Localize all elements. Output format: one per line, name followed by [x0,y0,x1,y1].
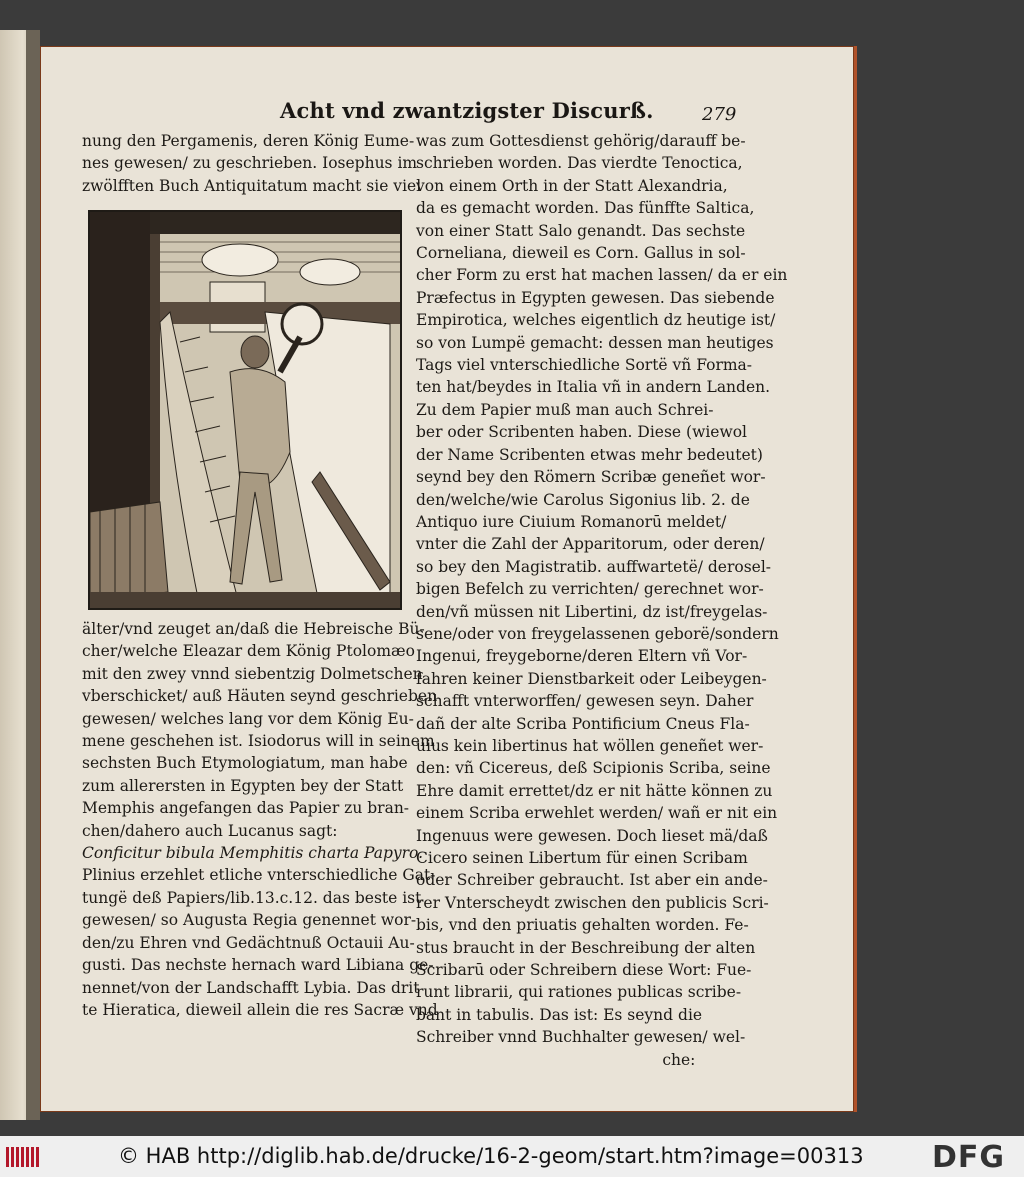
text-line: Ingenui, freygeborne/deren Eltern vñ Vor- [416,647,748,666]
text-line: Schreiber vnnd Buchhalter gewesen/ wel- [416,1028,746,1047]
text-line: schafft vnterworffen/ gewesen seyn. Daher [416,692,754,711]
text-line: zwölfften Buch Antiquitatum macht sie viel [82,176,422,195]
text-line: chen/dahero auch Lucanus sagt: [82,821,338,840]
text-line: rer Vnterscheydt zwischen den publicis Scri- [416,893,769,912]
text-line: der Name Scribenten etwas mehr bedeutet) [416,445,763,464]
text-line: den: vñ Cicereus, deß Scipionis Scriba, seine [416,759,771,778]
text-line: den/welche/wie Carolus Sigonius lib. 2. de [416,490,750,509]
text-line: Scribarū oder Schreibern diese Wort: Fue- [416,961,752,980]
text-line: Cicero seinen Libertum für einen Scribam [416,849,748,867]
text-line: sechsten Buch Etymologiatum, man habe [82,754,408,773]
text-line: gusti. Das nechste hernach ward Libiana ge- [82,956,434,975]
text-line: dañ der alte Scriba Pontificium Cneus Fla- [416,714,750,733]
text-line: bigen Befelch zu verrichten/ gerechnet wor- [416,580,764,599]
text-line: bis, vnd den priuatis gehalten worden. Fe- [416,916,749,935]
book-page [40,46,857,1112]
text-line: cher Form zu erst hat machen lassen/ da er ein [416,266,788,285]
text-line: einem Scriba erwehlet werden/ wañ er nit ein [416,804,778,823]
text-line: vnter die Zahl der Apparitorum, oder deren/ [416,535,765,554]
text-line: Corneliana, dieweil es Corn. Gallus in sol- [416,244,746,263]
text-line: älter/vnd zeuget an/daß die Hebreische Bü- [82,620,425,638]
text-line: Empirotica, welches eigentlich dz heutige ist/ [416,311,776,330]
book-gutter [26,30,40,1120]
text-line: Zu dem Papier muß man auch Schrei- [416,400,714,419]
text-line: mene geschehen ist. Isiodorus will in seinem [82,732,435,751]
text-line: cher/welche Eleazar dem König Ptolomæo [82,642,415,661]
text-line: sene/oder von freygelassenen geborë/sondern [416,624,779,643]
text-line: Ehre damit errettet/dz er nit hätte können zu [416,781,773,800]
text-line: vberschicket/ auß Häuten seynd geschrieben [82,687,438,706]
text-line: ber oder Scribenten haben. Diese (wiewol [416,423,748,442]
text-line: den/zu Ehren vnd Gedächtnuß Octauii Au- [82,933,415,952]
text-line: von einem Orth in der Statt Alexandria, [416,176,728,195]
text-line: stus braucht in der Beschreibung der alten [416,938,756,957]
text-line: so von Lumpë gemacht: dessen man heutiges [416,333,774,352]
text-line: schrieben worden. Das vierdte Tenoctica, [416,154,743,173]
dfg-logo: DFG [932,1140,1006,1175]
woodcut-illustration [88,210,402,610]
hab-logo-icon [4,1144,44,1170]
quote-line: Conficitur bibula Memphitis charta Papyro. [82,844,424,863]
text-line: Plinius erzehlet etliche vnterschiedliche Gat- [82,866,436,885]
text-line: den/vñ müssen nit Libertini, dz ist/freygelas- [416,602,768,621]
running-header: Acht vnd zwantzigster Discurß. [280,98,654,123]
text-line: nes gewesen/ zu geschrieben. Iosephus im [82,154,418,173]
text-line: Tags viel vnterschiedliche Sortë vñ Forma- [416,356,753,375]
copyright-url[interactable]: © HAB http://diglib.hab.de/drucke/16-2-geom/start.htm?image=00313 [118,1144,864,1168]
text-line: Memphis angefangen das Papier zu bran- [82,799,410,818]
text-line: runt librarii, qui rationes publicas scribe- [416,983,742,1002]
text-line: was zum Gottesdienst gehörig/darauff be- [416,132,746,150]
text-line: zum allerersten in Egypten bey der Statt [82,776,404,795]
text-line: mit den zwey vnnd siebentzig Dolmetschen [82,664,423,683]
text-line: Ingenuus were gewesen. Doch lieset mä/daß [416,826,768,845]
text-line: tungë deß Papiers/lib.13.c.12. das beste ist [82,888,422,907]
text-line: nung den Pergamenis, deren König Eume- [82,132,415,150]
papermaker-woodcut-image [90,212,400,608]
text-line: oder Schreiber gebraucht. Ist aber ein ande- [416,871,768,890]
text-line: gewesen/ so Augusta Regia genennet wor- [82,911,417,930]
page-number: 279 [702,104,737,125]
right-column [416,130,787,1071]
footer-bar [0,1136,1024,1177]
text-line: Antiquo iure Ciuium Romanorū meldet/ [416,512,727,531]
text-line: ten hat/beydes in Italia vñ in andern Landen. [416,378,771,397]
text-line: nennet/von der Landschafft Lybia. Das drit [82,978,420,997]
text-line: uius kein libertinus hat wöllen geneñet wer- [416,736,764,755]
catchword: che: [416,1050,696,1069]
text-line: fahren keiner Dienstbarkeit oder Leibeygen- [416,669,767,688]
text-line: seynd bey den Römern Scribæ geneñet wor- [416,468,766,487]
text-line: gewesen/ welches lang vor dem König Eu- [82,709,414,728]
text-line: te Hieratica, dieweil allein die res Sacræ vnd [82,1000,438,1019]
text-line: Præfectus in Egypten gewesen. Das siebende [416,288,775,307]
text-line: bant in tabulis. Das ist: Es seynd die [416,1005,703,1024]
text-line: da es gemacht worden. Das fünffte Saltica, [416,199,755,218]
text-line: so bey den Magistratib. auffwartetë/ derosel- [416,557,772,576]
left-column-top [82,130,421,197]
text-line: von einer Statt Salo genandt. Das sechste [416,221,746,240]
left-column-bottom [82,618,438,1021]
